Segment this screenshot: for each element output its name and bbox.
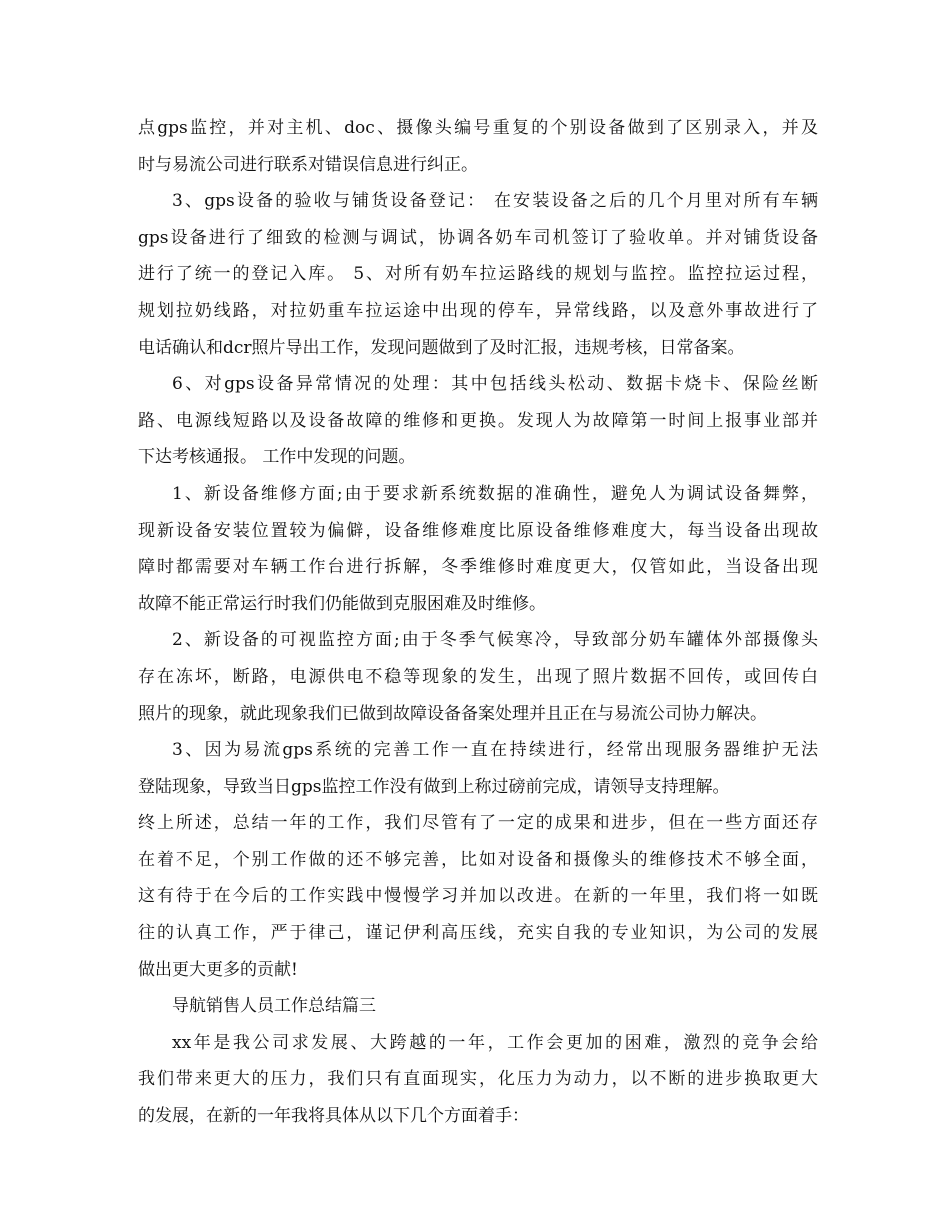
section-heading: 导航销售人员工作总结篇三 — [172, 996, 376, 1017]
text-line: 2、新设备的可视监控方面;由于冬季气候寒冷，导致部分奶车罐体外部摄像头 — [172, 630, 818, 651]
text-line: 障时都需要对车辆工作台进行拆解，冬季维修时难度更大，仅管如此，当设备出现 — [138, 557, 818, 578]
text-line: 存在冻坏，断路，电源供电不稳等现象的发生，出现了照片数据不回传，或回传白 — [138, 666, 818, 687]
document-body — [138, 110, 818, 1135]
text-line: 时与易流公司进行联系对错误信息进行纠正。 — [138, 154, 478, 175]
text-line: 做出更大更多的贡献! — [138, 959, 298, 980]
text-line: 这有待于在今后的工作实践中慢慢学习并加以改进。在新的一年里，我们将一如既 — [138, 886, 818, 907]
text-line: 进行了统一的登记入库。 5、对所有奶车拉运路线的规划与监控。监控拉运过程， — [138, 264, 818, 285]
text-line: 1、新设备维修方面;由于要求新系统数据的准确性，避免人为调试设备舞弊， — [172, 483, 818, 504]
text-line: 电话确认和dcr照片导出工作，发现问题做到了及时汇报，违规考核，日常备案。 — [138, 337, 745, 358]
text-line: 3、因为易流gps系统的完善工作一直在持续进行，经常出现服务器维护无法 — [172, 740, 818, 761]
text-line: 的发展，在新的一年我将具体从以下几个方面着手： — [138, 1106, 529, 1127]
text-line: 点gps监控，并对主机、doc、摄像头编号重复的个别设备做到了区别录入，并及 — [138, 118, 818, 138]
text-line: 在着不足，个别工作做的还不够完善，比如对设备和摄像头的维修技术不够全面， — [138, 849, 818, 870]
text-line: 3、gps设备的验收与铺货设备登记： 在安装设备之后的几个月里对所有车辆 — [172, 191, 818, 212]
text-line: 我们带来更大的压力，我们只有直面现实，化压力为动力，以不断的进步换取更大 — [138, 1069, 818, 1090]
text-line: 6、对gps设备异常情况的处理：其中包括线头松动、数据卡烧卡、保险丝断 — [172, 374, 818, 395]
text-line: 下达考核通报。 工作中发现的问题。 — [138, 447, 416, 468]
text-line: 规划拉奶线路，对拉奶重车拉运途中出现的停车，异常线路，以及意外事故进行了 — [138, 300, 818, 321]
text-line: 照片的现象，就此现象我们已做到故障设备备案处理并且正在与易流公司协力解决。 — [138, 703, 767, 724]
text-line: 路、电源线短路以及设备故障的维修和更换。发现人为故障第一时间上报事业部并 — [138, 410, 818, 431]
text-line: gps设备进行了细致的检测与调试，协调各奶车司机签订了验收单。并对铺货设备 — [138, 227, 818, 248]
text-line: 故障不能正常运行时我们仍能做到克服困难及时维修。 — [138, 593, 546, 614]
text-line: xx年是我公司求发展、大跨越的一年，工作会更加的困难，激烈的竞争会给 — [172, 1032, 818, 1053]
text-line: 终上所述，总结一年的工作，我们尽管有了一定的成果和进步，但在一些方面还存 — [138, 813, 818, 834]
text-line: 现新设备安装位置较为偏僻，设备维修难度比原设备维修难度大，每当设备出现故 — [138, 520, 818, 541]
text-line: 登陆现象，导致当日gps监控工作没有做到上称过磅前完成，请领导支持理解。 — [138, 776, 730, 797]
text-line: 往的认真工作，严于律己，谨记伊利高压线，充实自我的专业知识，为公司的发展 — [138, 923, 818, 944]
